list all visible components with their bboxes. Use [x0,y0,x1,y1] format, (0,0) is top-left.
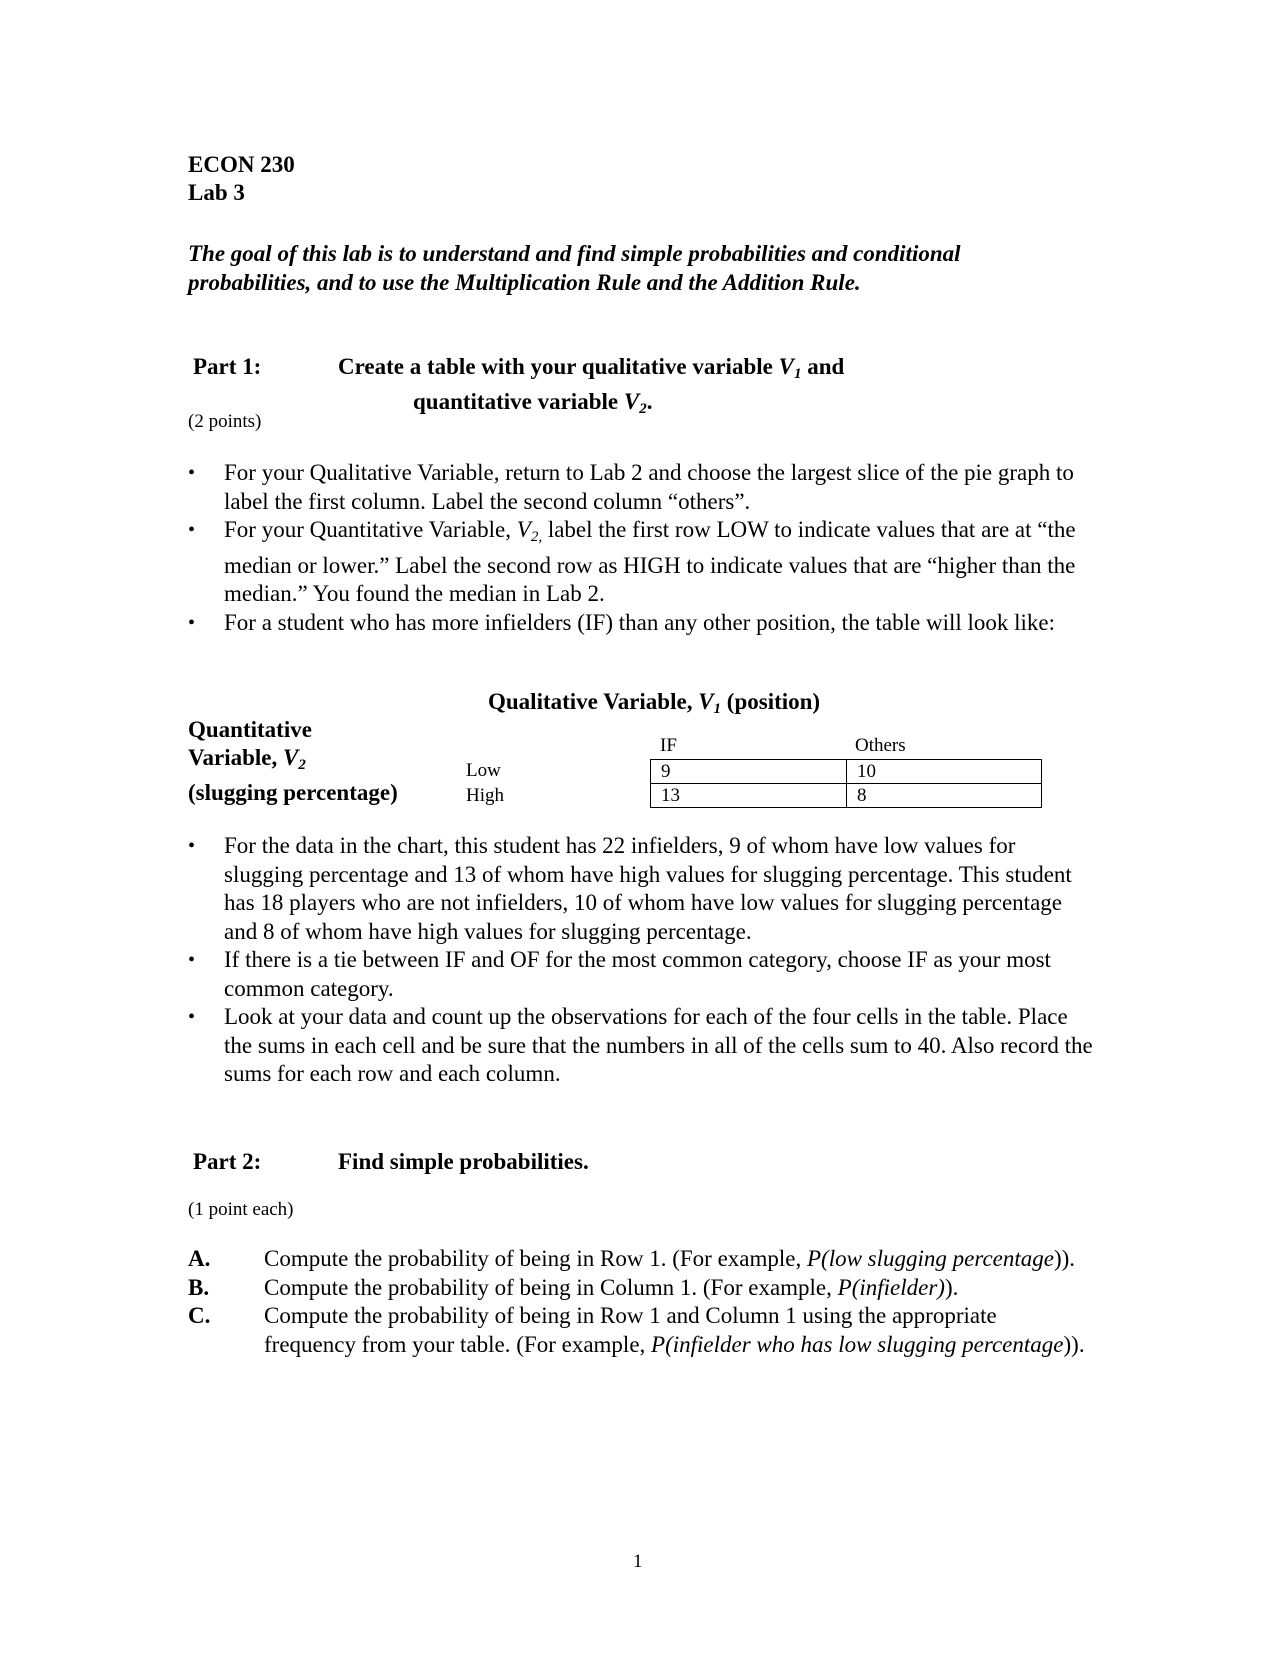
part1-instructions [188,459,1098,637]
table-cell: 8 [847,784,1042,808]
table-column-title: Qualitative Variable, $V_1$ (position) [488,689,821,717]
list-item: • For your Quantitative Variable, $V_{2,}$ label the first row LOW to indicate values that are at “the median or lower.” Label the second row as HIGH to indicate values that are “higher than the median.” You found the median in Lab 2. [188,517,1076,606]
table-cell: 13 [651,784,847,808]
goal-line-2: probabilities, and to use the Multiplication Rule and the Addition Rule. [188,270,861,295]
part2-questions [188,1245,1088,1359]
course-code: ECON 230 [188,152,295,177]
bullet-icon: • [188,611,196,634]
row-label-high: High [466,785,504,806]
goal-statement [188,239,1128,297]
part2-title: Find simple probabilities. [338,1149,589,1174]
list-item: • For your Qualitative Variable, return to Lab 2 and choose the largest slice of the pie graph to label the first column. Label the second column “others”. [188,460,1074,514]
page-number: 1 [633,1551,643,1572]
bullet-icon: • [188,462,196,484]
goal-line-1: The goal of this lab is to understand and find simple probabilities and conditional [188,241,961,266]
part2-label: Part 2: [193,1149,262,1174]
question-item: A. Compute the probability of being in Row 1. (For example, P(low slugging percentage)). [188,1246,1076,1271]
table-row [651,784,1042,808]
part1-label: Part 1: [193,354,262,379]
bullet-icon: • [188,949,196,971]
part1-title-line-2: quantitative variable $V_2$. [413,389,653,417]
list-item: • For the data in the chart, this student has 22 infielders, 9 of whom have low values for slugging percentage and 13 of whom have high values for slugging percentage. This student has 18 players who are not infielders, 10 of whom have low values for slugging percentage and 8 of whom have high values for slugging percentage. [188,833,1072,944]
table-row-title: Quantitative Variable, $V_2$ (slugging percentage) [188,717,398,805]
part1-notes [188,832,1098,1089]
lab-number: Lab 3 [188,180,245,205]
list-item: • Look at your data and count up the observations for each of the four cells in the table. Place the sums in each cell and be sure that the numbers in all of the cells sum to 40. Also record the sums for each row and each column. [188,1004,1093,1086]
col-header-others: Others [855,735,906,756]
col-header-if: IF [660,735,677,756]
bullet-icon: • [188,1006,196,1028]
course-title [188,151,295,207]
question-item: C. Compute the probability of being in Row 1 and Column 1 using the appropriate frequency from your table. (For example, P(infielder who has low slugging percentage)). [188,1303,1085,1357]
table-row [651,760,1042,784]
part1-title-line-1: Create a table with your qualitative variable $V_1$ and [338,354,845,382]
bullet-icon: • [188,835,196,857]
table-cell: 9 [651,760,847,784]
part1-title [338,353,938,423]
bullet-icon: • [188,519,196,541]
list-item: • For a student who has more infielders (IF) than any other position, the table will look like: [188,609,1098,638]
question-item: B. Compute the probability of being in Column 1. (For example, P(infielder)). [188,1274,959,1300]
part1-points: (2 points) [188,411,262,432]
part2-points: (1 point each) [188,1199,294,1220]
table-cell: 10 [847,760,1042,784]
list-item: • If there is a tie between IF and OF for the most common category, choose IF as your most common category. [188,947,1051,1001]
frequency-table [650,759,1042,808]
row-label-low: Low [466,760,501,781]
